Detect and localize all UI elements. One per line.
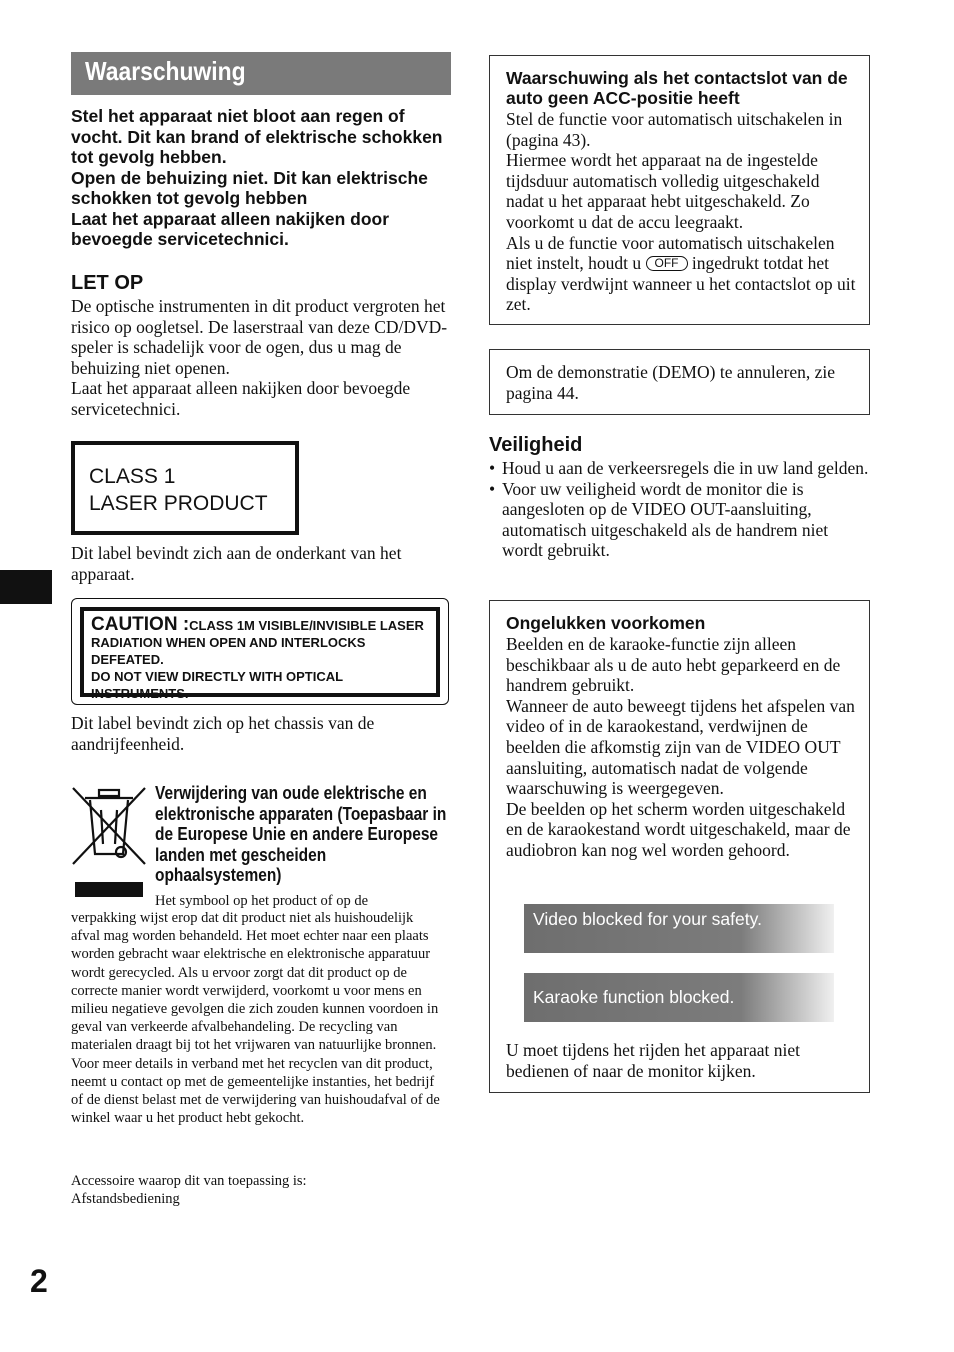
ongelukken-body: Beelden en de karaoke-functie zijn alleen beschikbaar als u de auto hebt geparkeerd en de handrem gebruikt. Wanneer de auto beweegt tijdens het afspelen van video of in de karaokestand, verdwijnen de beelden die afkomstig zijn van de VIDEO OUT aansluiting, automatisch nadat de volgende waarschuwing is weergegeven. De beelden op het scherm worden uitgeschakeld en de karaokestand wordt uitgeschakeld, maar de audiobron kan nog wel worden gehoord. (506, 634, 855, 860)
class-label-line2: LASER PRODUCT (89, 492, 268, 515)
veiligheid-list (489, 458, 869, 561)
video-blocked-message: Video blocked for your safety. (533, 909, 762, 929)
page-title-bar (71, 52, 451, 95)
caution-line1: CLASS 1M VISIBLE/INVISIBLE LASER (189, 618, 424, 633)
demo-text: Om de demonstratie (DEMO) te annuleren, zie pagina 44. (506, 362, 835, 403)
class-label-line1: CLASS 1 (89, 465, 176, 488)
ongelukken-heading: Ongelukken voorkomen (506, 613, 706, 633)
weee-accessory: Accessoire waarop dit van toepassing is: Afstandsbediening (71, 1173, 307, 1208)
demo-box (489, 349, 870, 415)
crossed-out-bin-icon (71, 786, 147, 900)
off-button: OFF (646, 256, 688, 271)
video-blocked-screen (524, 904, 834, 953)
caution-word: CAUTION : (91, 614, 190, 635)
karaoke-blocked-message: Karaoke function blocked. (533, 987, 735, 1007)
ongelukken-box (489, 600, 870, 1093)
page-title: Waarschuwing (85, 56, 246, 86)
ongelukken-footer: U moet tijdens het rijden het apparaat niet bedienen of naar de monitor kijken. (506, 1040, 800, 1081)
veiligheid-heading: Veiligheid (489, 434, 583, 456)
acc-warning-box (489, 55, 870, 325)
section-tab-marker (0, 570, 52, 604)
class-label-note: Dit label bevindt zich aan de onderkant van het apparaat. (71, 543, 402, 584)
weee-heading: Verwijdering van oude elektrische en elektronische apparaten (Toepasbaar in de Europese Unie en andere Europese landen met gescheiden ophaalsystemen) (155, 783, 447, 885)
caution-label (71, 598, 449, 705)
weee-body: verpakking wijst erop dat dit product niet als huishoudelijk afval mag worden behandeld. Het moet echter naar een plaats worden gebracht waar elektrische en elektronische apparatuur wordt gerecycled. Als u ervoor zorgt dat dit product op de correcte manier wordt verwijderd, voorkomt u voor mens en milieu negatieve gevolgen die zich zouden kunnen voordoen in geval van verkeerde afvalbehandeling. De recycling van materialen draagt bij tot het vrijwaren van natuurlijke bronnen. Voor meer details in verband met het recyclen van dit product, neemt u contact op met de gemeentelijke instanties, het bedrijf of de dienst belast met de verwijdering van huishoudafval of de winkel waar u het product hebt gekocht. (71, 910, 440, 1127)
caution-line3: DO NOT VIEW DIRECTLY WITH OPTICAL INSTRUMENTS. (91, 669, 343, 701)
let-op-body: De optische instrumenten in dit product vergroten het risico op oogletsel. De laserstraal van deze CD/DVD-speler is schadelijk voor de ogen, dus u mag de behuizing niet openen. Laat het apparaat alleen nakijken door bevoegde servicetechnici. (71, 296, 448, 419)
list-item: • Voor uw veiligheid wordt de monitor die is aangesloten op de VIDEO OUT-aansluiting, automatisch uitgeschakeld als de handrem niet wordt gebruikt. (489, 479, 869, 561)
caution-label-note: Dit label bevindt zich op het chassis van de aandrijfeenheid. (71, 713, 375, 754)
list-item: • Houd u aan de verkeersregels die in uw land gelden. (489, 458, 869, 479)
acc-warning-body: Stel de functie voor automatisch uitschakelen in (pagina 43). Hiermee wordt het apparaat na de ingestelde tijdsduur automatisch volledig uitgeschakeld nadat u het apparaat hebt uitgeschakeld. Zo voorkomt u dat de accu leegraakt. Als u de functie voor automatisch uitschakelen niet instelt, houdt u OFF ingedrukt totdat het display verdwijnt wanneer u het contactslot op uit zet. (506, 109, 856, 315)
karaoke-blocked-screen (524, 973, 834, 1022)
acc-warning-heading: Waarschuwing als het contactslot van de auto geen ACC-positie heeft (506, 68, 848, 108)
caution-line2: RADIATION WHEN OPEN AND INTERLOCKS DEFEATED. (91, 635, 366, 667)
let-op-heading: LET OP (71, 272, 144, 294)
class1-laser-label (71, 441, 299, 535)
intro-warning: Stel het apparaat niet bloot aan regen of vocht. Dit kan brand of elektrische schokken tot gevolg hebben. Open de behuizing niet. Dit kan elektrische schokken tot gevolg hebben Laat het apparaat alleen nakijken door bevoegde servicetechnici. (71, 106, 443, 249)
page-number: 2 (30, 1263, 48, 1299)
weee-body-first-line: Het symbool op het product of op de (155, 893, 369, 909)
